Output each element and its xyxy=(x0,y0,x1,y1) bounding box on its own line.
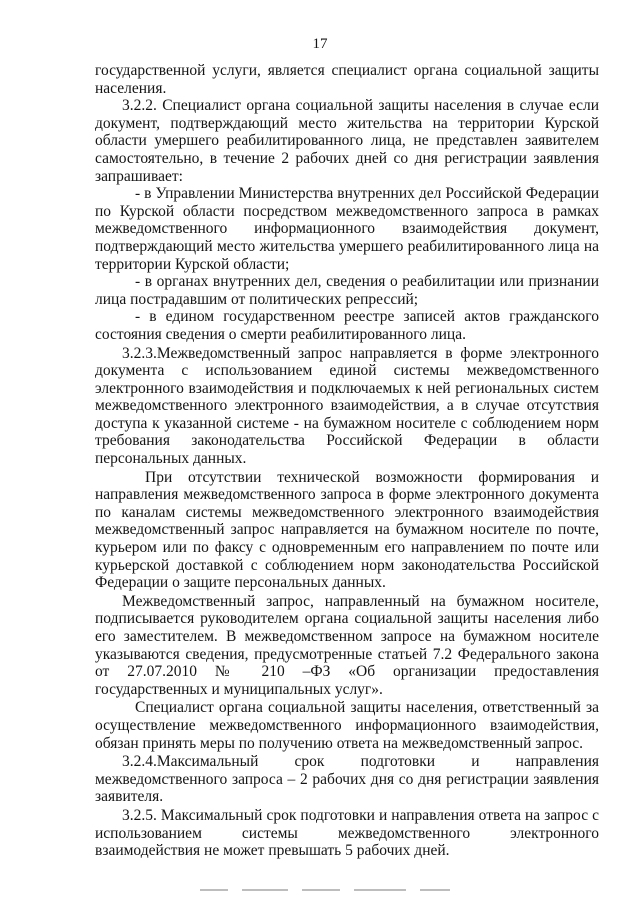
paragraph-request-mvd: - в Управлении Министерства внутренних дел Российской Федерации по Курской области посредством межведомственного запроса в рамках межведомственного информационного взаимодействия документ, подтверждающий место жительства умершего реабилитированного лица на территории Курской области; xyxy=(95,185,599,273)
paragraph-3-2-3: 3.2.3.Межведомственный запрос направляется в форме электронного документа с использованием единой системы межведомственного электронного взаимодействия и подключаемых к ней региональных систем межведомственного электронного взаимодействия, а в случае отсутствия доступа к указанной системе - на бумажном носителе с соблюдением норм требования законодательства Российской Федерации в области персональных данных. xyxy=(95,344,599,468)
scan-artifact-mark xyxy=(302,889,340,891)
paragraph-3-2-5: 3.2.5. Максимальный срок подготовки и направления ответа на запрос с использованием системы межведомственного электронного взаимодействия не может превышать 5 рабочих дней. xyxy=(95,806,599,860)
scan-artifact xyxy=(200,887,530,893)
paragraph-no-technical-possibility: При отсутствии технической возможности формирования и направления межведомственного запроса в форме электронного документа по каналам системы межведомственного электронного взаимодействия межведомственный запрос направляется на бумажном носителе по почте, курьером или по факсу с одновременным его направлением по почте или курьерской доставкой с соблюдением норм законодательства Российской Федерации о защите персональных данных. xyxy=(95,468,599,592)
paragraph-3-2-2: 3.2.2. Специалист органа социальной защиты населения в случае если документ, подтверждающий место жительства на территории Курской области умершего реабилитированного лица, не представлен заявителем самостоятельно, в течение 2 рабочих дней со дня регистрации заявления запрашивает: xyxy=(95,97,599,185)
scan-artifact-mark xyxy=(354,889,406,891)
paragraph-continuation: государственной услуги, является специалист органа социальной защиты населения. xyxy=(95,62,599,97)
scan-artifact-mark xyxy=(200,889,228,891)
paragraph-3-2-4: 3.2.4.Максимальный срок подготовки и направления межведомственного запроса – 2 рабочих дня со дня регистрации заявления заявителя. xyxy=(95,753,599,806)
paragraph-request-internal-affairs: - в органах внутренних дел, сведения о реабилитации или признании лица пострадавшим от политических репрессий; xyxy=(95,273,599,308)
paragraph-request-registry: - в едином государственном реестре записей актов гражданского состояния сведения о смерти реабилитированного лица. xyxy=(95,308,599,343)
paragraph-responsible-specialist: Специалист органа социальной защиты населения, ответственный за осуществление межведомственного информационного взаимодействия, обязан принять меры по получению ответа на межведомственный запрос. xyxy=(95,699,599,752)
scan-artifact-mark xyxy=(242,889,288,891)
paragraph-paper-request: Межведомственный запрос, направленный на бумажном носителе, подписывается руководителем органа социальной защиты населения либо его заместителем. В межведомственном запросе на бумажном носителе указываются сведения, предусмотренные статьей 7.2 Федерального закона от 27.07.2010 № 210 –ФЗ «Об организации предоставления государственных и муниципальных услуг». xyxy=(95,592,599,698)
document-body xyxy=(95,62,599,860)
page-number: 17 xyxy=(312,36,328,52)
scan-artifact-mark xyxy=(420,889,450,891)
